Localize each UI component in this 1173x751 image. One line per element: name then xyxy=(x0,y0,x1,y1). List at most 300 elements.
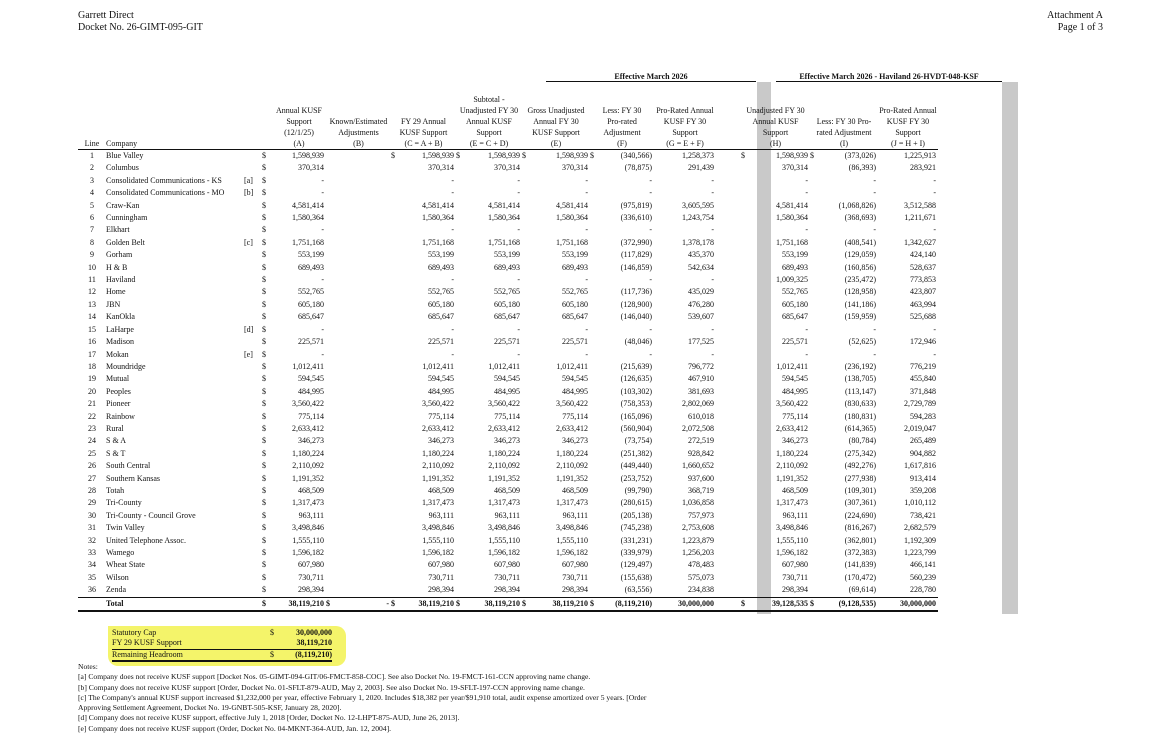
row-note-ref: [d] xyxy=(244,324,254,334)
header-h-line-0: Unadjusted FY 30 xyxy=(746,106,805,115)
dollar-sign: $ xyxy=(262,349,266,359)
row-note-ref xyxy=(244,398,262,410)
header-f-line-3: (F) xyxy=(617,139,627,148)
cell-col-a: 963,111 xyxy=(298,510,324,520)
cell-col-g: 928,842 xyxy=(688,448,714,458)
cell-col-f: (560,904) xyxy=(620,423,652,433)
row-line-number: 10 xyxy=(88,262,96,272)
cell-col-b xyxy=(336,262,391,274)
cell-col-e: - xyxy=(585,188,588,198)
cell-col-e: 594,545 xyxy=(562,374,588,384)
total-col-e: 38,119,210 xyxy=(532,597,590,611)
cell-col-e: 1,555,110 xyxy=(556,535,588,545)
fy29-support-label: FY 29 KUSF Support xyxy=(112,638,182,648)
table-row xyxy=(78,286,938,298)
dollar-sign: $ xyxy=(810,597,820,611)
dollar-sign: $ xyxy=(262,163,266,173)
cell-col-e: 2,633,412 xyxy=(556,423,588,433)
cell-col-c: 298,394 xyxy=(428,585,454,595)
cell-col-a: 685,647 xyxy=(298,312,324,322)
cell-col-h: 963,111 xyxy=(782,510,808,520)
cell-col-a: 2,633,412 xyxy=(292,423,324,433)
row-note-ref xyxy=(244,311,262,323)
cell-col-i: (141,839) xyxy=(844,560,876,570)
cell-col-f: (280,615) xyxy=(620,498,652,508)
cell-col-h: - xyxy=(805,349,808,359)
cell-col-d: 963,111 xyxy=(494,510,520,520)
cell-col-g: 478,483 xyxy=(688,560,714,570)
dollar-sign: $ xyxy=(522,151,526,160)
cell-col-d: - xyxy=(517,349,520,359)
witness-name: Garrett Direct xyxy=(78,10,134,21)
cell-col-c: - xyxy=(451,225,454,235)
cell-col-a: - xyxy=(321,275,324,285)
cell-col-f: - xyxy=(649,225,652,235)
row-line-number: 28 xyxy=(88,485,96,495)
cell-col-b xyxy=(336,435,391,447)
total-col-j: 30,000,000 xyxy=(878,597,938,611)
cell-col-d: 1,317,473 xyxy=(488,498,520,508)
cell-col-f: - xyxy=(649,175,652,185)
cell-col-b xyxy=(336,187,391,199)
cell-col-f: - xyxy=(649,275,652,285)
cell-col-i: (362,801) xyxy=(844,535,876,545)
cell-col-f: - xyxy=(649,349,652,359)
row-note-ref xyxy=(244,262,262,274)
notes-title: Notes: xyxy=(78,662,98,671)
header-b-line-2: (B) xyxy=(353,139,364,148)
header-c-line-0: FY 29 Annual xyxy=(400,117,447,126)
cell-col-a: 2,110,092 xyxy=(292,461,324,471)
cell-col-d: 553,199 xyxy=(494,250,520,260)
cell-col-f: (205,138) xyxy=(620,510,652,520)
row-company: Southern Kansas xyxy=(106,473,160,483)
cell-col-c: 730,711 xyxy=(428,572,454,582)
cell-col-e: - xyxy=(585,225,588,235)
cell-col-a: 370,314 xyxy=(298,163,324,173)
row-company: Pioneer xyxy=(106,399,131,409)
cell-col-f: (340,566) xyxy=(620,151,652,160)
cell-col-j: 594,283 xyxy=(910,411,936,421)
cell-col-i: (80,784) xyxy=(848,436,876,446)
cell-col-j: 424,140 xyxy=(910,250,936,260)
table-row xyxy=(78,398,938,410)
row-note-ref xyxy=(244,572,262,584)
cell-col-c: 4,581,414 xyxy=(422,200,454,210)
row-note-ref xyxy=(244,336,262,348)
cell-col-j: 776,219 xyxy=(910,361,936,371)
cell-col-d: 775,114 xyxy=(494,411,520,421)
header-c-line-1: KUSF Support xyxy=(399,128,448,137)
cell-col-e: 1,317,473 xyxy=(556,498,588,508)
cell-col-d: 3,560,422 xyxy=(488,399,520,409)
row-company: H & B xyxy=(106,262,128,272)
row-note-ref xyxy=(244,274,262,286)
dollar-sign: $ xyxy=(262,337,266,347)
cell-col-b xyxy=(336,572,391,584)
cell-col-h: 4,581,414 xyxy=(776,200,808,210)
row-note-ref xyxy=(244,386,262,398)
dollar-sign: $ xyxy=(262,213,266,223)
cell-col-g: 796,772 xyxy=(688,361,714,371)
cell-col-c: 346,273 xyxy=(428,436,454,446)
cell-col-b xyxy=(336,584,391,597)
dollar-sign: $ xyxy=(262,151,266,160)
cell-col-a: 605,180 xyxy=(298,299,324,309)
row-company: S & A xyxy=(106,436,127,446)
cell-col-b xyxy=(336,411,391,423)
cell-col-d: - xyxy=(517,275,520,285)
docket-number: Docket No. 26-GIMT-095-GIT xyxy=(78,22,203,33)
table-row xyxy=(78,373,938,385)
cell-col-g: 937,600 xyxy=(688,473,714,483)
cell-col-g: 234,838 xyxy=(688,585,714,595)
cell-col-j: 773,853 xyxy=(910,275,936,285)
row-company: Haviland xyxy=(106,275,136,285)
cell-col-j: 423,807 xyxy=(910,287,936,297)
header-g-line-0: Pro-Rated Annual xyxy=(656,106,714,115)
cell-col-d: 605,180 xyxy=(494,299,520,309)
cell-col-j: - xyxy=(933,188,936,198)
cell-col-f: (117,829) xyxy=(620,250,652,260)
cell-col-j: 1,211,671 xyxy=(904,213,936,223)
cell-col-h: 3,560,422 xyxy=(776,399,808,409)
cell-col-e: 2,110,092 xyxy=(556,461,588,471)
row-company: United Telephone Assoc. xyxy=(106,535,186,545)
table-row xyxy=(78,361,938,373)
cell-col-h: 225,571 xyxy=(782,337,808,347)
row-note-ref xyxy=(244,584,262,597)
cell-col-d: 370,314 xyxy=(494,163,520,173)
row-company: Elkhart xyxy=(106,225,130,235)
cell-col-f: (336,610) xyxy=(620,213,652,223)
dollar-sign: $ xyxy=(262,485,266,495)
cell-col-i: (368,693) xyxy=(844,213,876,223)
row-line-number: 34 xyxy=(88,560,96,570)
cell-col-f: (339,979) xyxy=(620,548,652,557)
column-header-row xyxy=(78,94,938,150)
dollar-sign: $ xyxy=(522,597,532,611)
cell-col-c: 963,111 xyxy=(428,510,454,520)
header-j-line-0: Pro-Rated Annual xyxy=(879,106,937,115)
cell-col-b xyxy=(336,249,391,261)
cell-col-h: - xyxy=(805,225,808,235)
cell-col-d: 1,580,364 xyxy=(488,213,520,223)
row-note-ref xyxy=(244,299,262,311)
table-row xyxy=(78,249,938,261)
cell-col-d: 1,596,182 xyxy=(488,548,520,557)
row-company: Moundridge xyxy=(106,361,146,371)
cell-col-e: 689,493 xyxy=(562,262,588,272)
cell-col-i: (141,186) xyxy=(844,299,876,309)
cell-col-b xyxy=(336,535,391,547)
cell-col-c: 3,498,846 xyxy=(422,523,454,533)
dollar-sign: $ xyxy=(262,423,266,433)
row-note-ref: [c] xyxy=(244,237,253,247)
cell-col-e: 3,560,422 xyxy=(556,399,588,409)
cell-col-c: - xyxy=(451,188,454,198)
dollar-sign: $ xyxy=(262,585,266,595)
cell-col-a: 594,545 xyxy=(298,374,324,384)
header-d-line-0: Subtotal - xyxy=(473,95,505,104)
row-note-ref xyxy=(244,200,262,212)
dollar-sign: $ xyxy=(262,299,266,309)
dollar-sign: $ xyxy=(590,597,600,611)
header-col-e xyxy=(522,94,590,150)
header-g-line-1: KUSF FY 30 xyxy=(663,117,707,126)
row-line-number: 31 xyxy=(88,523,96,533)
header-company: Company xyxy=(106,94,244,150)
cell-col-c: 1,580,364 xyxy=(422,213,454,223)
cell-col-j: 1,617,816 xyxy=(904,461,936,471)
cell-col-a: 4,581,414 xyxy=(292,200,324,210)
cell-col-i: (1,068,826) xyxy=(838,200,876,210)
cell-col-a: 346,273 xyxy=(298,436,324,446)
cell-col-i: - xyxy=(873,324,876,334)
cell-col-j: 2,019,047 xyxy=(904,423,936,433)
cell-col-c: - xyxy=(451,275,454,285)
header-col-j xyxy=(878,94,938,150)
cell-col-e: 1,180,224 xyxy=(556,448,588,458)
note-e: [e] Company does not receive KUSF support (Order, Docket No. 04-MKNT-364-AUD, Jan. 12, 2004]. xyxy=(78,723,392,733)
total-label: Total xyxy=(106,597,244,611)
cell-col-e: 553,199 xyxy=(562,250,588,260)
cell-col-b xyxy=(336,237,391,249)
cell-col-f: (215,639) xyxy=(620,361,652,371)
cell-col-g: - xyxy=(711,188,714,198)
cell-col-h: 1,598,939 xyxy=(776,151,808,160)
cell-col-j: 904,882 xyxy=(910,448,936,458)
cell-col-f: (78,875) xyxy=(624,163,652,173)
cell-col-f: (99,790) xyxy=(624,485,652,495)
cell-col-i: (830,633) xyxy=(844,399,876,409)
cell-col-g: - xyxy=(711,349,714,359)
table-row xyxy=(78,485,938,497)
cell-col-i: (159,959) xyxy=(844,312,876,322)
table-row xyxy=(78,336,938,348)
dollar-sign: $ xyxy=(262,572,266,582)
dollar-sign: $ xyxy=(391,597,401,611)
cell-col-c: 2,110,092 xyxy=(422,461,454,471)
cell-col-c: 370,314 xyxy=(428,163,454,173)
cell-col-g: 1,258,373 xyxy=(682,151,714,160)
header-col-a xyxy=(272,94,326,150)
cell-col-a: 553,199 xyxy=(298,250,324,260)
cell-col-h: 3,498,846 xyxy=(776,523,808,533)
cell-col-a: 689,493 xyxy=(298,262,324,272)
header-d-line-1: Unadjusted FY 30 xyxy=(459,106,519,115)
cell-col-c: 1,012,411 xyxy=(422,361,454,371)
dollar-sign: $ xyxy=(262,461,266,471)
cell-col-f: (129,497) xyxy=(620,560,652,570)
dollar-sign: $ xyxy=(262,262,266,272)
cell-col-i: (372,383) xyxy=(844,548,876,557)
header-h-line-1: Annual KUSF xyxy=(752,117,799,126)
cell-col-c: 594,545 xyxy=(428,374,454,384)
cell-col-e: 1,012,411 xyxy=(556,361,588,371)
row-note-ref: [a] xyxy=(244,175,253,185)
cell-col-f: - xyxy=(649,324,652,334)
kusf-support-table xyxy=(78,94,938,612)
cell-col-i: (236,192) xyxy=(844,361,876,371)
cell-col-h: 2,110,092 xyxy=(776,461,808,471)
table-row xyxy=(78,460,938,472)
table-row xyxy=(78,559,938,571)
cell-col-g: 2,802,069 xyxy=(682,399,714,409)
cell-col-j: 1,192,309 xyxy=(904,535,936,545)
row-note-ref: [b] xyxy=(244,188,254,198)
row-company: Consolidated Communications - KS xyxy=(106,175,222,185)
document-header-right xyxy=(1047,10,1103,34)
cell-col-h: 775,114 xyxy=(782,411,808,421)
row-line-number: 11 xyxy=(88,275,96,285)
cell-col-d: 1,555,110 xyxy=(488,535,520,545)
cell-col-h: 552,765 xyxy=(782,287,808,297)
header-g-line-2: Support xyxy=(672,128,698,137)
row-note-ref xyxy=(244,559,262,571)
cell-col-j: 1,225,913 xyxy=(904,151,936,160)
cell-col-b xyxy=(336,448,391,460)
row-line-number: 5 xyxy=(90,200,94,210)
cell-col-c: 484,995 xyxy=(428,386,454,396)
cell-col-h: 1,751,168 xyxy=(776,237,808,247)
cell-col-d: 484,995 xyxy=(494,386,520,396)
row-line-number: 14 xyxy=(88,312,96,322)
cell-col-h: - xyxy=(805,324,808,334)
header-col-g xyxy=(654,94,716,150)
cell-col-g: 476,280 xyxy=(688,299,714,309)
cell-col-d: 594,545 xyxy=(494,374,520,384)
cell-col-j: 265,489 xyxy=(910,436,936,446)
header-col-f xyxy=(590,94,654,150)
row-note-ref xyxy=(244,473,262,485)
cell-col-i: - xyxy=(873,225,876,235)
row-company: Madison xyxy=(106,337,134,347)
header-h-line-3: (H) xyxy=(769,139,782,148)
table-row xyxy=(78,572,938,584)
cell-col-c: 2,633,412 xyxy=(422,423,454,433)
remaining-headroom-row: Remaining Headroom $ (8,119,210) xyxy=(112,649,332,661)
total-col-d: 38,119,210 xyxy=(466,597,522,611)
row-line-number: 22 xyxy=(88,411,96,421)
dollar-sign: $ xyxy=(262,287,266,297)
cell-col-c: 468,509 xyxy=(428,485,454,495)
cell-col-a: 468,509 xyxy=(298,485,324,495)
row-company: JBN xyxy=(106,299,121,309)
dollar-sign: $ xyxy=(262,188,266,198)
dollar-sign: $ xyxy=(262,275,266,285)
cell-col-f: (745,238) xyxy=(620,523,652,533)
cell-col-h: 1,596,182 xyxy=(776,548,808,557)
cell-col-h: 553,199 xyxy=(782,250,808,260)
row-company: Columbus xyxy=(106,163,139,173)
cell-col-f: (975,819) xyxy=(620,200,652,210)
dollar-sign: $ xyxy=(741,597,751,611)
cell-col-g: 1,256,203 xyxy=(682,548,714,557)
dollar-sign: $ xyxy=(262,312,266,322)
cell-col-c: 553,199 xyxy=(428,250,454,260)
table-row xyxy=(78,547,938,559)
row-company: Blue Valley xyxy=(106,151,144,160)
cell-col-g: 1,036,858 xyxy=(682,498,714,508)
row-note-ref xyxy=(244,547,262,559)
cell-col-h: 605,180 xyxy=(782,299,808,309)
right-shaded-border xyxy=(1002,82,1018,614)
cell-col-j: - xyxy=(933,225,936,235)
cell-col-j: 560,239 xyxy=(910,572,936,582)
row-line-number: 20 xyxy=(88,386,96,396)
cell-col-a: 1,555,110 xyxy=(292,535,324,545)
cell-col-h: 468,509 xyxy=(782,485,808,495)
cell-col-g: 272,519 xyxy=(688,436,714,446)
cell-col-j: 283,921 xyxy=(910,163,936,173)
header-e-line-1: Annual FY 30 xyxy=(533,117,579,126)
table-row xyxy=(78,423,938,435)
table-row xyxy=(78,150,938,163)
cell-col-b xyxy=(336,547,391,559)
dollar-sign: $ xyxy=(262,473,266,483)
row-note-ref xyxy=(244,460,262,472)
cell-col-f: (146,040) xyxy=(620,312,652,322)
cell-col-g: 610,018 xyxy=(688,411,714,421)
row-note-ref xyxy=(244,448,262,460)
table-row xyxy=(78,522,938,534)
dollar-sign: $ xyxy=(262,399,266,409)
cell-col-e: 1,580,364 xyxy=(556,213,588,223)
header-c-line-2: (C = A + B) xyxy=(404,139,443,148)
cell-col-c: - xyxy=(451,349,454,359)
dollar-sign: $ xyxy=(262,436,266,446)
cell-col-j: 1,342,627 xyxy=(904,237,936,247)
cell-col-i: (307,361) xyxy=(844,498,876,508)
cell-col-e: 607,980 xyxy=(562,560,588,570)
row-line-number: 25 xyxy=(88,448,96,458)
cell-col-g: 539,607 xyxy=(688,312,714,322)
table-row xyxy=(78,237,938,249)
row-line-number: 29 xyxy=(88,498,96,508)
dollar-sign: $ xyxy=(810,151,814,160)
cell-col-j: 738,421 xyxy=(910,510,936,520)
dollar-sign: $ xyxy=(262,523,266,533)
cell-col-h: 730,711 xyxy=(782,572,808,582)
cell-col-a: 1,191,352 xyxy=(292,473,324,483)
cell-col-i: (52,625) xyxy=(848,337,876,347)
cell-col-c: 3,560,422 xyxy=(422,399,454,409)
cell-col-c: 1,596,182 xyxy=(422,548,454,557)
table-row xyxy=(78,510,938,522)
table-row xyxy=(78,584,938,597)
dollar-sign: $ xyxy=(262,361,266,371)
cell-col-b xyxy=(336,522,391,534)
cell-col-f: - xyxy=(649,188,652,198)
cell-col-i: (170,472) xyxy=(844,572,876,582)
cell-col-d: 689,493 xyxy=(494,262,520,272)
cell-col-e: 225,571 xyxy=(562,337,588,347)
cell-col-a: 552,765 xyxy=(298,287,324,297)
cell-col-j: 463,994 xyxy=(910,299,936,309)
cell-col-h: 484,995 xyxy=(782,386,808,396)
cell-col-b xyxy=(336,559,391,571)
cell-col-e: - xyxy=(585,324,588,334)
cell-col-c: - xyxy=(451,175,454,185)
cell-col-d: 2,633,412 xyxy=(488,423,520,433)
cell-col-h: 1,191,352 xyxy=(776,473,808,483)
note-d: [d] Company does not receive KUSF support, effective July 1, 2018 [Order, Docket No. 12-LHPT-875-AUD, June 26, 2013]. xyxy=(78,713,460,723)
cell-col-g: 177,525 xyxy=(688,337,714,347)
header-i-line-0: Less: FY 30 Pro- xyxy=(816,117,872,126)
row-company: Cunningham xyxy=(106,213,148,223)
header-h-line-2: Support xyxy=(762,128,789,137)
